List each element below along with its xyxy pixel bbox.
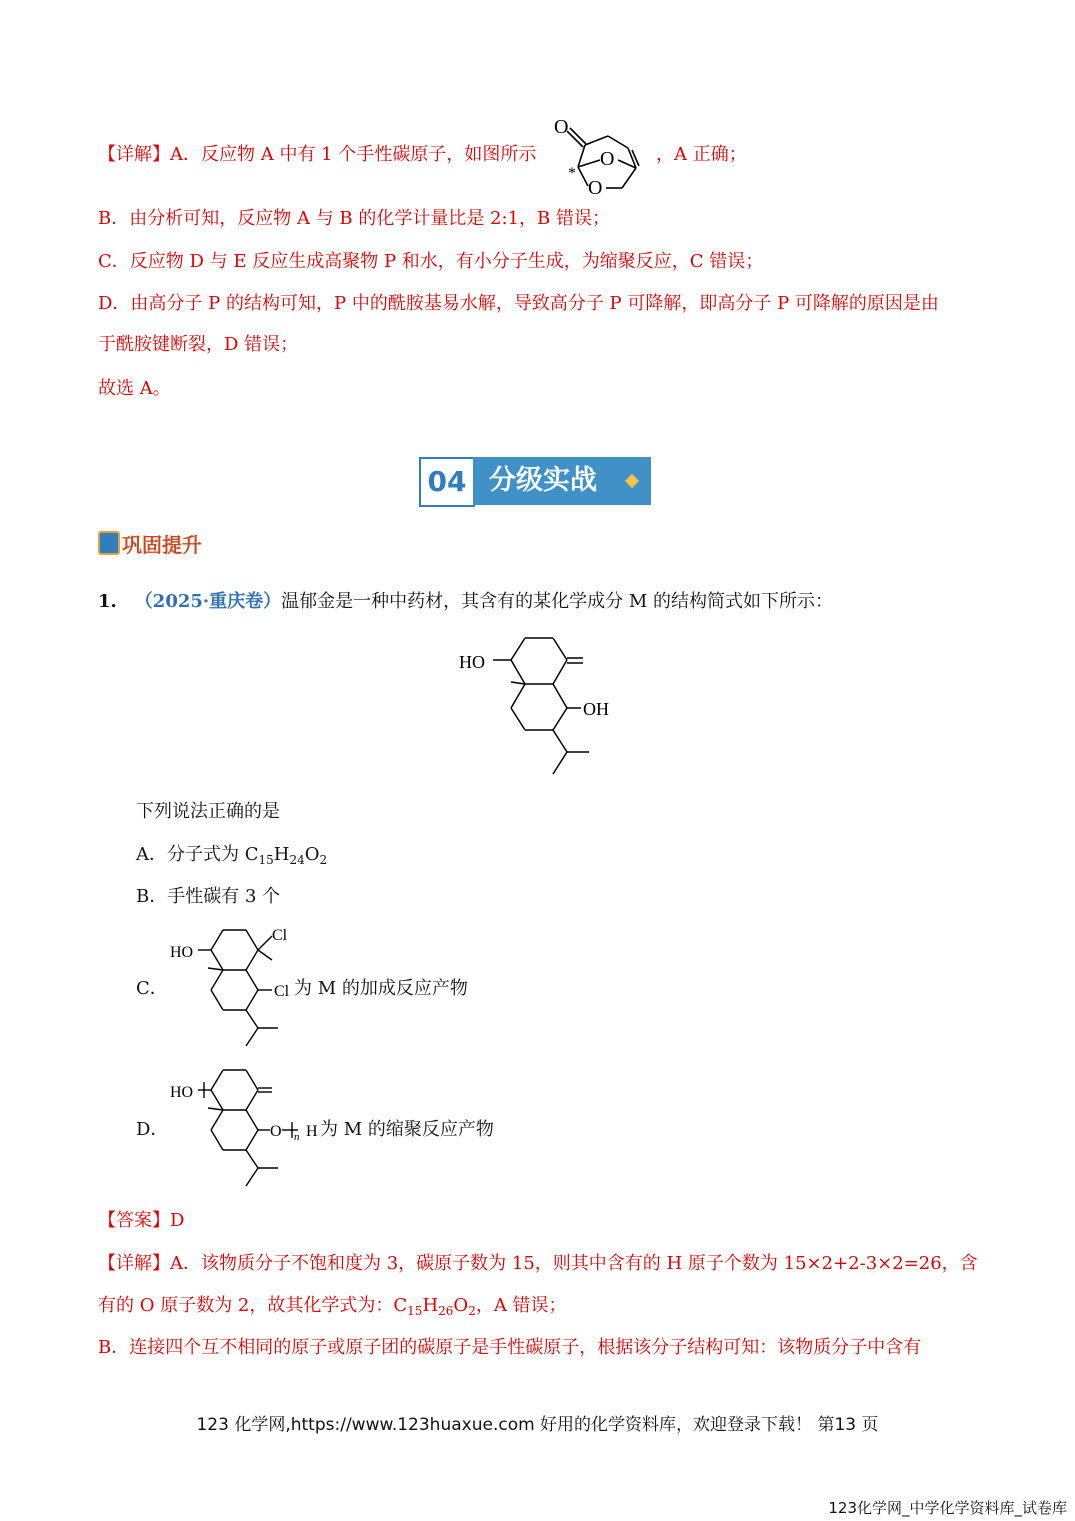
structure-m <box>455 630 625 780</box>
option-a-sub-o: 2 <box>319 853 328 867</box>
option-a-label: A．分子式为 C <box>136 844 259 865</box>
detail-b-line: B．由分析可知，反应物 A 与 B 的化学计量比是 2:1，B 错误； <box>98 208 610 229</box>
carbonyl-oxygen-label: O <box>554 116 569 138</box>
explain-sub-o: 2 <box>468 1304 476 1318</box>
book-icon <box>98 531 120 555</box>
explain-line-2 <box>98 1294 567 1323</box>
option-c-ho: HO <box>170 944 194 961</box>
explain-line-1: 【详解】A．该物质分子不饱和度为 3，碳原子数为 15，则其中含有的 H 原子个数为 15×2+2-3×2=26，含 <box>98 1253 978 1274</box>
option-d-h: H <box>306 1123 318 1140</box>
option-a-h: H <box>273 844 290 865</box>
detail-a-line <box>98 143 536 167</box>
page-footer: 123 化学网,https://www.123huaxue.com 好用的化学资料库，欢迎登录下载！ 第13 页 <box>196 1415 879 1435</box>
explain-h: H <box>422 1295 439 1316</box>
section-heading-text: 巩固提升 <box>122 533 202 557</box>
detail-c-line: C．反应物 D 与 E 反应生成高聚物 P 和水，有小分子生成，为缩聚反应，C 错误； <box>98 251 764 272</box>
detail-a-suffix: ，A 正确； <box>656 144 747 165</box>
ho-label: HO <box>459 652 485 672</box>
option-a-sub-c: 15 <box>258 853 274 867</box>
question-number: 1. <box>98 591 117 612</box>
bridge-oxygen-label: O <box>600 148 615 170</box>
option-c-label: C． <box>136 978 168 999</box>
option-a-sub-h: 24 <box>289 853 305 867</box>
reactant-a-structure <box>548 110 658 202</box>
chiral-star: * <box>568 165 576 182</box>
option-a <box>136 843 327 872</box>
detail-d-line-2: 于酰胺键断裂，D 错误； <box>98 334 299 355</box>
section-heading <box>98 529 202 558</box>
corner-watermark: 123化学网_中学化学资料库_试卷库 <box>828 1499 1067 1517</box>
detail-d-line: D．由高分子 P 的结构可知，P 中的酰胺基易水解，导致高分子 P 可降解，即高分子 P 可降解的原因是由 <box>98 293 939 314</box>
explain-sub-h: 26 <box>438 1304 454 1318</box>
question-line <box>98 590 833 614</box>
banner-number: 04 <box>419 457 475 507</box>
ring-oxygen-label: O <box>588 177 603 199</box>
option-a-o: O <box>304 844 320 865</box>
option-d-n: n <box>294 1131 300 1143</box>
oh-label: OH <box>583 699 609 719</box>
option-d-structure <box>168 1062 328 1192</box>
answer-line: 【答案】D <box>98 1210 185 1231</box>
explain-line-2-suffix: ，A 错误； <box>475 1295 567 1316</box>
detail-a-prefix: 【详解】A．反应物 A 中有 1 个手性碳原子，如图所示 <box>98 144 537 165</box>
conclusion-line: 故选 A。 <box>98 378 171 399</box>
explain-sub-c: 15 <box>407 1304 423 1318</box>
banner-label: 分级实战 <box>473 457 651 505</box>
option-b: B．手性碳有 3 个 <box>136 886 281 907</box>
option-d-o: O <box>270 1123 282 1140</box>
option-c-cl-top: Cl <box>272 927 288 944</box>
question-prompt: 下列说法正确的是 <box>136 801 280 822</box>
section-banner <box>419 457 651 505</box>
explain-o: O <box>453 1295 469 1316</box>
option-d-label: D． <box>136 1119 169 1140</box>
explain-line-2-prefix: 有的 O 原子数为 2，故其化学式为：C <box>98 1295 408 1316</box>
explain-line-3: B．连接四个互不相同的原子或原子团的碳原子是手性碳原子，根据该分子结构可知：该物质分子中含有 <box>98 1337 922 1358</box>
option-d-ho: HO <box>170 1084 194 1101</box>
question-source: （2025·重庆卷） <box>134 591 282 612</box>
question-text: 温郁金是一种中药材，其含有的某化学成分 M 的结构简式如下所示： <box>281 591 834 612</box>
option-c-text: 为 M 的加成反应产物 <box>294 978 468 999</box>
option-c-structure <box>168 922 298 1052</box>
option-c-cl-mid: Cl <box>274 983 290 1000</box>
option-d-text: 为 M 的缩聚反应产物 <box>320 1119 494 1140</box>
